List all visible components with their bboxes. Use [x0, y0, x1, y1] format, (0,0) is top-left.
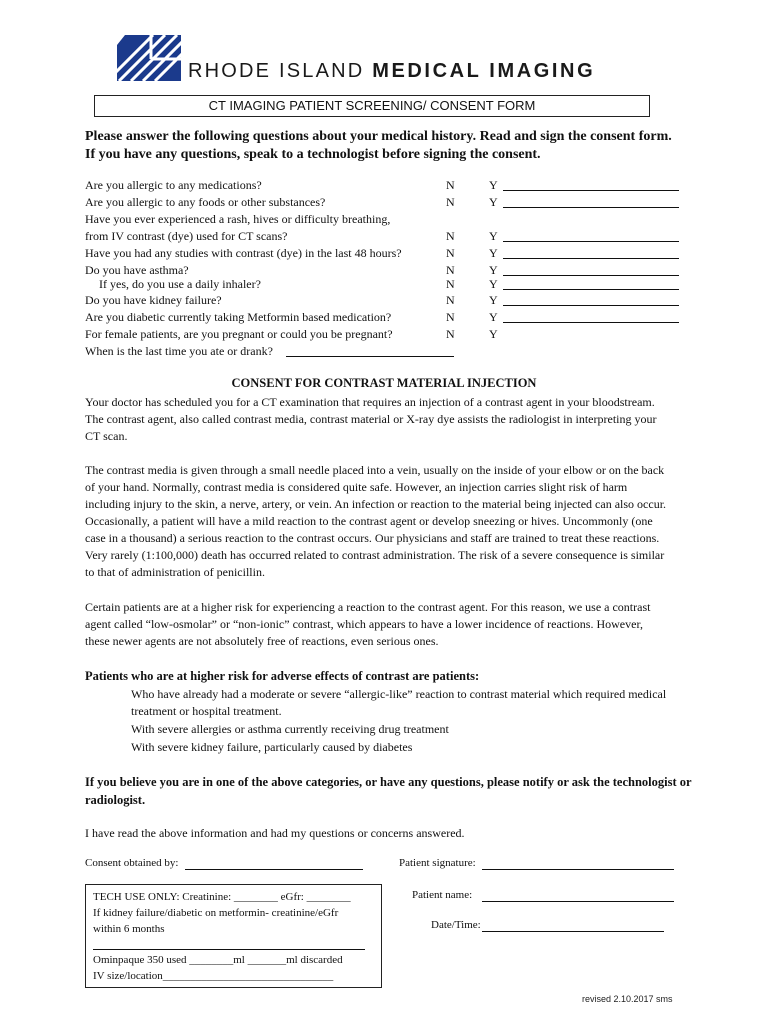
last-ate-drank-field[interactable]: [286, 356, 454, 357]
risk-heading: Patients who are at higher risk for adverse effects of contrast are patients:: [85, 669, 480, 683]
answer-blank-line[interactable]: [503, 190, 679, 191]
paragraph-line: to that of administration of penicillin.: [85, 565, 265, 579]
paragraph-line: Certain patients are at a higher risk for experiencing a reaction to the contrast agent. For this reason, we use a contrast: [85, 600, 651, 614]
consent-heading: CONSENT FOR CONTRAST MATERIAL INJECTION: [231, 376, 537, 390]
paragraph-line: these newer agents are not absolutely free of reactions, even serious ones.: [85, 634, 439, 648]
question-contrast-reaction-line-2: from IV contrast (dye) used for CT scans?: [85, 229, 288, 243]
consent-paragraph-3: [85, 599, 705, 650]
answer-blank-line[interactable]: [503, 322, 679, 323]
answer-blank-line[interactable]: [503, 305, 679, 306]
notice-line-1: If you believe you are in one of the above categories, or have any questions, please notify or ask the technologist or: [85, 775, 692, 789]
answer-no[interactable]: N: [446, 178, 455, 192]
patient-signature-field[interactable]: [482, 869, 674, 870]
answer-blank-line[interactable]: [503, 275, 679, 276]
paragraph-line: Your doctor has scheduled you for a CT examination that requires an injection of a contrast agent in your bloodstream.: [85, 395, 655, 409]
brand-name-bold: MEDICAL IMAGING: [372, 60, 596, 82]
tech-kidney-note-cont: within 6 months: [93, 923, 165, 935]
answer-yes[interactable]: Y: [489, 246, 498, 260]
answer-yes[interactable]: Y: [489, 263, 498, 277]
paragraph-line: agent called “low-osmolar” or “non-ionic” contrast, which appears to have a lower incidence of reactions. However,: [85, 617, 643, 631]
question-contrast-reaction-line-1: Have you ever experienced a rash, hives or difficulty breathing,: [85, 212, 391, 226]
answer-blank-line[interactable]: [503, 258, 679, 259]
patient-signature-label: Patient signature:: [399, 857, 476, 869]
tech-omnipaque-used[interactable]: Ominpaque 350 used ________ml _______ml discarded: [93, 954, 343, 966]
answer-yes[interactable]: Y: [489, 310, 498, 324]
question-metformin: Are you diabetic currently taking Metformin based medication?: [85, 310, 392, 324]
answer-no[interactable]: N: [446, 277, 455, 291]
consent-obtained-field[interactable]: [185, 869, 363, 870]
risk-item-allergic-reaction-cont: treatment or hospital treatment.: [131, 704, 282, 718]
paragraph-line: of your hand. Normally, contrast media is considered quite safe. However, an injection carries slight risk of harm: [85, 480, 628, 494]
rhode-island-medical-imaging-logo-icon: [117, 35, 181, 81]
question-recent-contrast-study: Have you had any studies with contrast (dye) in the last 48 hours?: [85, 246, 402, 260]
answer-yes[interactable]: Y: [489, 229, 498, 243]
answer-blank-line[interactable]: [503, 289, 679, 290]
tech-kidney-note: If kidney failure/diabetic on metformin- creatinine/eGfr: [93, 907, 339, 919]
answer-blank-line[interactable]: [503, 207, 679, 208]
risk-item-kidney-failure: With severe kidney failure, particularly caused by diabetes: [131, 740, 413, 754]
question-pregnancy: For female patients, are you pregnant or could you be pregnant?: [85, 327, 393, 341]
answer-blank-line[interactable]: [503, 241, 679, 242]
answer-no[interactable]: N: [446, 195, 455, 209]
brand-name-light: RHODE ISLAND: [188, 60, 373, 82]
paragraph-line: The contrast media is given through a small needle placed into a vein, usually on the inside of your elbow or on the back: [85, 463, 665, 477]
tech-divider-line: [93, 949, 365, 950]
answer-no[interactable]: N: [446, 310, 455, 324]
question-kidney-failure: Do you have kidney failure?: [85, 293, 222, 307]
answer-yes[interactable]: Y: [489, 327, 498, 341]
answer-no[interactable]: N: [446, 263, 455, 277]
question-food-allergy: Are you allergic to any foods or other substances?: [85, 195, 326, 209]
question-last-ate-drank: When is the last time you ate or drank?: [85, 344, 273, 358]
question-asthma: Do you have asthma?: [85, 263, 189, 277]
tech-iv-size-location[interactable]: IV size/location_______________________________: [93, 970, 334, 982]
question-daily-inhaler: If yes, do you use a daily inhaler?: [99, 277, 261, 291]
answer-no[interactable]: N: [446, 327, 455, 341]
consent-paragraph-2: [85, 462, 705, 581]
risk-item-allergic-reaction: Who have already had a moderate or severe “allergic-like” reaction to contrast material which required medical: [131, 687, 667, 701]
answer-yes[interactable]: Y: [489, 277, 498, 291]
paragraph-line: Very rarely (1:100,000) death has occurred related to contrast administration. The risk of a severe consequence is similar: [85, 548, 665, 562]
paragraph-line: The contrast agent, also called contrast media, contrast material or X-ray dye assists the radiologist in interpreting your: [85, 412, 657, 426]
consent-obtained-label: Consent obtained by:: [85, 857, 179, 869]
tech-use-only-label: TECH USE ONLY: [93, 891, 177, 903]
revision-note: revised 2.10.2017 sms: [582, 994, 673, 1004]
answer-yes[interactable]: Y: [489, 195, 498, 209]
risk-item-allergies-asthma: With severe allergies or asthma currently receiving drug treatment: [131, 722, 449, 736]
answer-yes[interactable]: Y: [489, 293, 498, 307]
paragraph-line: Occasionally, a patient will have a mild reaction to the contrast agent or develop sneezing or hives. Uncommonly (one: [85, 514, 653, 528]
notice-line-2: radiologist.: [85, 793, 146, 807]
patient-name-field[interactable]: [482, 901, 674, 902]
question-medication-allergy: Are you allergic to any medications?: [85, 178, 262, 192]
paragraph-line: case in a thousand) a serious reaction to the contrast occurs. Our physicians and staff are trained to treat these reactions.: [85, 531, 660, 545]
answer-yes[interactable]: Y: [489, 178, 498, 192]
acknowledgement: I have read the above information and had my questions or concerns answered.: [85, 826, 465, 840]
intro-line-1: Please answer the following questions about your medical history. Read and sign the consent form.: [85, 129, 672, 144]
answer-no[interactable]: N: [446, 229, 455, 243]
answer-no[interactable]: N: [446, 246, 455, 260]
tech-use-only-box: [85, 884, 382, 988]
date-time-field[interactable]: [482, 931, 664, 932]
date-time-label: Date/Time:: [431, 919, 481, 931]
intro-line-2: If you have any questions, speak to a technologist before signing the consent.: [85, 147, 541, 162]
consent-paragraph-1: [85, 394, 705, 445]
paragraph-line: including injury to the skin, a nerve, artery, or vein. An infection or reaction to the material being injected can also occur.: [85, 497, 667, 511]
tech-creatinine-egfr[interactable]: [93, 891, 351, 903]
answer-no[interactable]: N: [446, 293, 455, 307]
tech-creatinine-egfr-fields: : Creatinine: ________ eGfr: ________: [176, 891, 351, 903]
form-title: CT IMAGING PATIENT SCREENING/ CONSENT FORM: [94, 95, 650, 117]
patient-name-label: Patient name:: [412, 889, 473, 901]
brand-name: [188, 60, 595, 83]
paragraph-line: CT scan.: [85, 429, 128, 443]
